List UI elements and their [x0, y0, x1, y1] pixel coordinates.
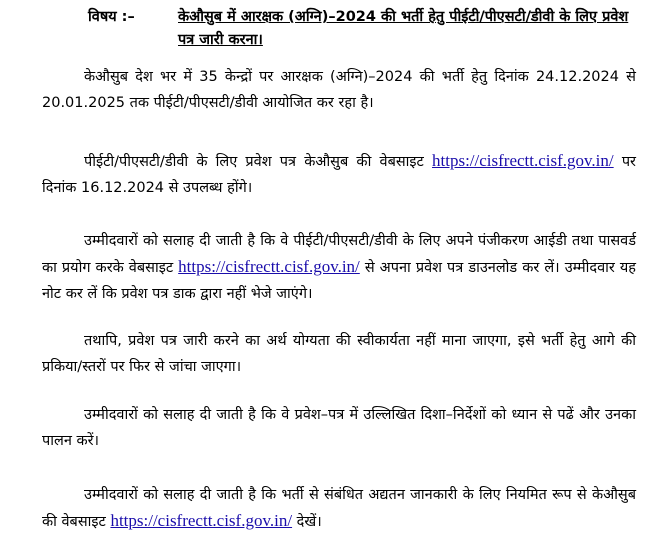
paragraph-updates-text-before: उम्मीदवारों को सलाह दी जाती है कि भर्ती से संबंधित अद्यतन जानकारी के लिए नियमित रूप से केऔसुब की वेबसाइट — [42, 487, 636, 530]
paragraph-eligibility-note — [42, 328, 636, 380]
paragraph-download-instructions-text-after: से अपना प्रवेश पत्र डाउनलोड कर लें। उम्मीदवार यह नोट कर लें कि प्रवेश पत्र डाक द्वारा नहीं भेजे जाएंगे। — [42, 260, 637, 302]
subject-heading: केऔसुब में आरक्षक (अग्नि)–2024 की भर्ती हेतु पीईटी/पीएसटी/डीवी के लिए प्रवेश पत्र जारी करना। — [178, 9, 629, 48]
paragraph-schedule — [42, 64, 636, 116]
paragraph-updates — [42, 482, 636, 535]
paragraph-download-instructions — [42, 228, 636, 307]
paragraph-eligibility-note-text: तथापि, प्रवेश पत्र जारी करने का अर्थ योग्यता की स्वीकार्यता नहीं माना जाएगा, इसे भर्ती हेतु आगे की प्रकिया/स्तरों पर फिर से जांचा जाएगा। — [42, 333, 636, 375]
subject-label: विषय :– — [88, 9, 135, 25]
paragraph-updates-text-after: देखें। — [292, 514, 322, 530]
paragraph-admit-card-availability-text-before: पीईटी/पीएसटी/डीवी के लिए प्रवेश पत्र केऔसुब की वेबसाइट — [84, 154, 433, 170]
paragraph-download-instructions-text-before: उम्मीदवारों को सलाह दी जाती है कि वे पीईटी/पीएसटी/डीवी के लिए अपने पंजीकरण आईडी तथा पासवर्ड का प्रयोग करके वेबसाइट — [42, 233, 636, 276]
website-link[interactable]: https://cisfrectt.cisf.gov.in/ — [432, 151, 614, 170]
paragraph-admit-card-availability-text-after: पर दिनांक 16.12.2024 से उपलब्ध होंगे। — [42, 154, 636, 196]
paragraph-guidelines — [42, 402, 636, 454]
website-link[interactable]: https://cisfrectt.cisf.gov.in/ — [178, 257, 360, 276]
paragraph-admit-card-availability — [42, 148, 636, 201]
website-link[interactable]: https://cisfrectt.cisf.gov.in/ — [110, 511, 293, 530]
paragraph-guidelines-text: उम्मीदवारों को सलाह दी जाती है कि वे प्रवेश–पत्र में उल्लिखित दिशा–निर्देशों को ध्यान से पढें और उनका पालन करें। — [42, 407, 636, 449]
paragraph-schedule-text: केऔसुब देश भर में 35 केन्द्रों पर आरक्षक (अग्नि)–2024 की भर्ती हेतु दिनांक 24.12.2024 से 20.01.2025 तक पीईटी/पीएसटी/डीवी आयोजित कर रहा है। — [42, 69, 636, 111]
